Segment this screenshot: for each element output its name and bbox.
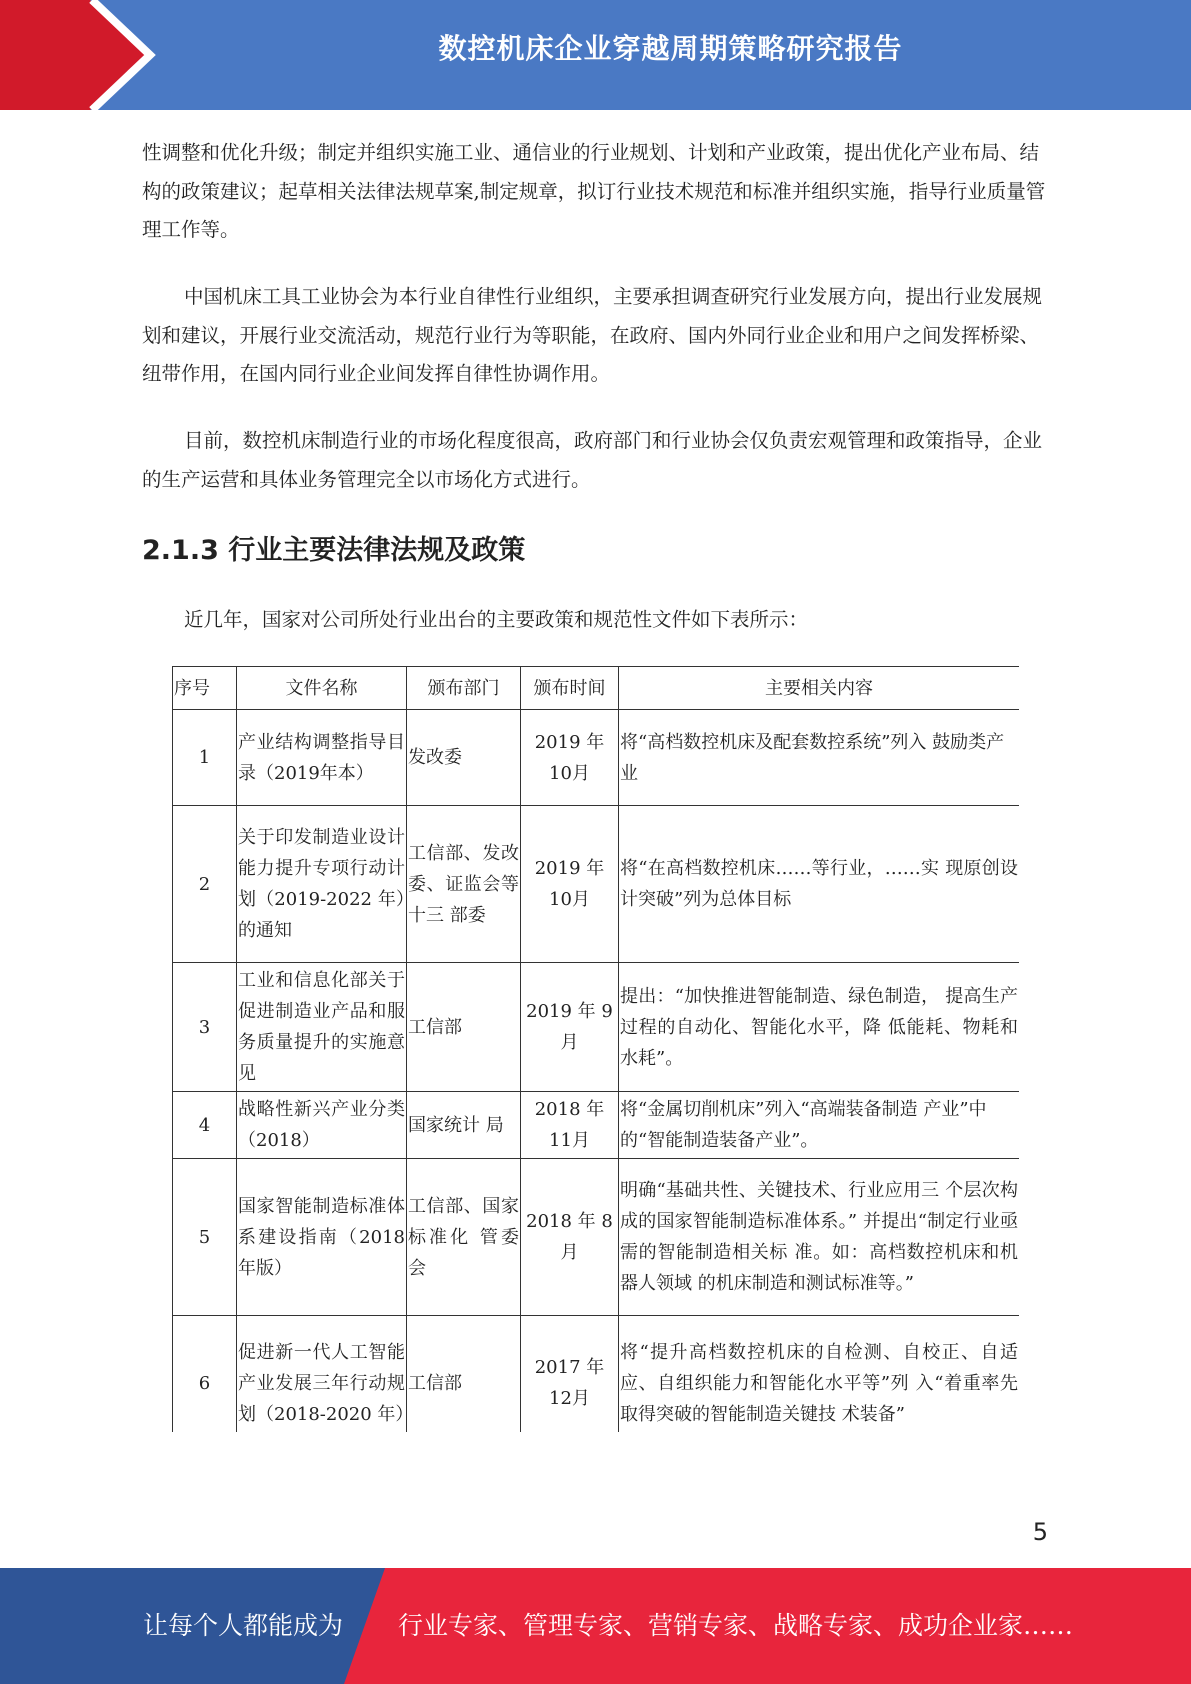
- page-header: [0, 0, 1191, 110]
- cell-content: 明确“基础共性、关键技术、行业应用三 个层次构成的国家智能制造标准体系。” 并提出“制定行业亟需的智能制造相关标 准。如：高档数控机床和机器人领域 的机床制造和测试标准等。”: [619, 1159, 1020, 1316]
- table-row: [173, 1159, 1020, 1316]
- footer-slogan-left: 让每个人都能成为: [143, 1611, 344, 1640]
- paragraph-3: 目前，数控机床制造行业的市场化程度很高，政府部门和行业协会仅负责宏观管理和政策指导，企业的生产运营和具体业务管理完全以市场化方式进行。: [142, 429, 1043, 491]
- cell-department: 工信部: [407, 1316, 521, 1433]
- header-title: 数控机床企业穿越周期策略研究报告: [438, 32, 903, 65]
- table-row: [173, 1316, 1020, 1433]
- col-header-content: 主要相关内容: [619, 667, 1020, 710]
- cell-doc-name: 关于印发制造业设计能力提升专项行动计划（2019-2022 年）的通知: [237, 806, 407, 963]
- paragraph-2: 中国机床工具工业协会为本行业自律性行业组织，主要承担调查研究行业发展方向，提出行业发展规划和建议，开展行业交流活动，规范行业行为等职能，在政府、国内外同行业企业和用户之间发挥桥梁、纽带作用，在国内同行业企业间发挥自律性协调作用。: [142, 285, 1043, 385]
- table-intro: 近几年，国家对公司所处行业出台的主要政策和规范性文件如下表所示：: [184, 608, 809, 631]
- cell-content: 提出：“加快推进智能制造、绿色制造， 提高生产过程的自动化、智能化水平，降 低能耗、物耗和水耗”。: [619, 963, 1020, 1092]
- table-header-row: [173, 667, 1020, 710]
- cell-department: 工信部: [407, 963, 521, 1092]
- cell-content: 将“提升高档数控机床的自检测、自校正、自适应、自组织能力和智能化水平等”列 入“着重率先取得突破的智能制造关键技 术装备”: [619, 1316, 1020, 1433]
- cell-date: 2018 年 8 月: [521, 1159, 619, 1316]
- page-number: 5: [1032, 1518, 1048, 1546]
- paragraph-1: 性调整和优化升级；制定并组织实施工业、通信业的行业规划、计划和产业政策，提出优化产业布局、结构的政策建议；起草相关法律法规草案,制定规章，拟订行业技术规范和标准并组织实施，指导行业质量管理工作等。: [142, 141, 1046, 241]
- col-header-department: 颁布部门: [407, 667, 521, 710]
- cell-department: 国家统计 局: [407, 1092, 521, 1159]
- section-heading: 2.1.3 行业主要法律法规及政策: [142, 535, 526, 566]
- policy-table-container: [172, 666, 1019, 1432]
- cell-index: 4: [173, 1092, 237, 1159]
- col-header-index: 序号: [173, 667, 237, 710]
- cell-doc-name: 产业结构调整指导目录（2019年本）: [237, 710, 407, 806]
- cell-date: 2018 年 11月: [521, 1092, 619, 1159]
- col-header-doc-name: 文件名称: [237, 667, 407, 710]
- cell-content: 将“金属切削机床”列入“高端装备制造 产业”中的“智能制造装备产业”。: [619, 1092, 1020, 1159]
- footer-slogan-right: 行业专家、管理专家、营销专家、战略专家、成功企业家……: [398, 1611, 1074, 1640]
- page-footer: [0, 1568, 1191, 1684]
- cell-content: 将“高档数控机床及配套数控系统”列入 鼓励类产业: [619, 710, 1020, 806]
- col-header-date: 颁布时间: [521, 667, 619, 710]
- cell-doc-name: 国家智能制造标准体系建设指南（2018年版）: [237, 1159, 407, 1316]
- cell-department: 工信部、国家标准化 管委会: [407, 1159, 521, 1316]
- table-row: [173, 963, 1020, 1092]
- cell-doc-name: 战略性新兴产业分类（2018）: [237, 1092, 407, 1159]
- cell-date: 2017 年 12月: [521, 1316, 619, 1433]
- table-row: [173, 1092, 1020, 1159]
- cell-department: 发改委: [407, 710, 521, 806]
- cell-doc-name: 工业和信息化部关于促进制造业产品和服务质量提升的实施意见: [237, 963, 407, 1092]
- cell-index: 1: [173, 710, 237, 806]
- cell-index: 6: [173, 1316, 237, 1433]
- cell-index: 5: [173, 1159, 237, 1316]
- cell-doc-name: 促进新一代人工智能产业发展三年行动规划（2018-2020 年）: [237, 1316, 407, 1433]
- cell-content: 将“在高档数控机床……等行业，……实 现原创设计突破”列为总体目标: [619, 806, 1020, 963]
- cell-department: 工信部、发改委、证监会等十三 部委: [407, 806, 521, 963]
- cell-date: 2019 年 10月: [521, 806, 619, 963]
- cell-date: 2019 年 9 月: [521, 963, 619, 1092]
- table-row: [173, 710, 1020, 806]
- cell-date: 2019 年 10月: [521, 710, 619, 806]
- policy-table: [172, 666, 1019, 1432]
- table-row: [173, 806, 1020, 963]
- cell-index: 3: [173, 963, 237, 1092]
- cell-index: 2: [173, 806, 237, 963]
